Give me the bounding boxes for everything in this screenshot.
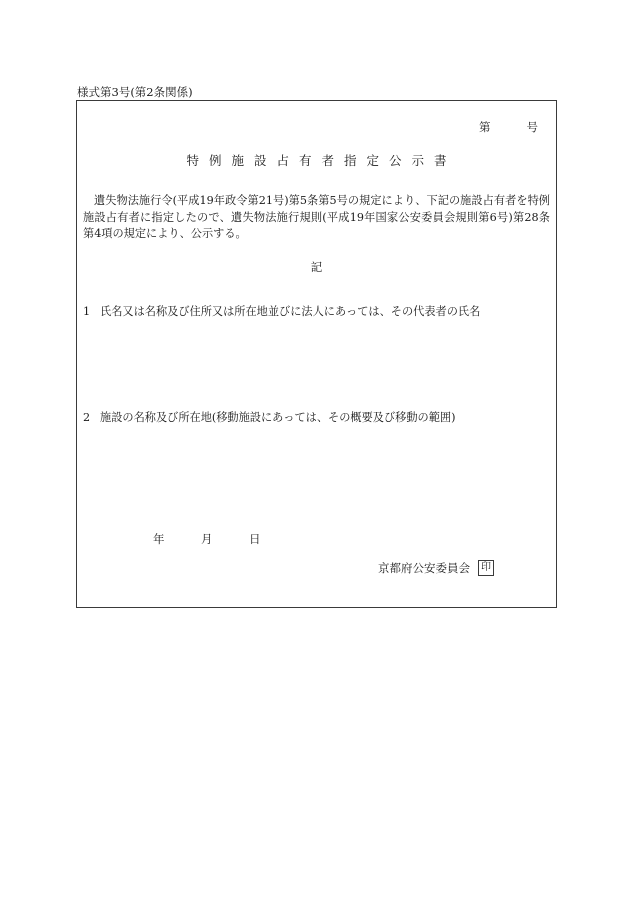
- item-2-text: 施設の名称及び所在地(移動施設にあっては、その概要及び移動の範囲): [100, 411, 456, 424]
- date-month: 月: [201, 532, 213, 546]
- date-line: [153, 531, 297, 547]
- item-1: [83, 303, 480, 319]
- document-number: [479, 119, 538, 135]
- number-suffix: 号: [526, 120, 538, 134]
- seal-mark: 印: [478, 560, 494, 576]
- item-2: [83, 409, 455, 425]
- document-title: 特例施設占有者指定公示書: [186, 153, 457, 168]
- signer-name: 京都府公安委員会: [378, 561, 470, 575]
- item-1-number: 1: [83, 305, 91, 318]
- number-prefix: 第: [479, 120, 491, 134]
- date-year: 年: [153, 532, 165, 546]
- item-1-text: 氏名又は名称及び住所又は所在地並びに法人にあっては、その代表者の氏名: [100, 305, 481, 318]
- signer-block: [378, 560, 494, 576]
- document-frame: [76, 100, 557, 608]
- form-number-label: 様式第3号(第2条関係): [77, 85, 193, 99]
- ki-heading: 記: [310, 260, 323, 274]
- item-2-number: 2: [83, 411, 91, 424]
- date-day: 日: [249, 532, 261, 546]
- document-body: 遺失物法施行令(平成19年政令第21号)第5条第5号の規定により、下記の施設占有者を特例施設占有者に指定したので、遺失物法施行規則(平成19年国家公安委員会規則第6号)第28条第4項の規定により、公示する。: [83, 194, 550, 240]
